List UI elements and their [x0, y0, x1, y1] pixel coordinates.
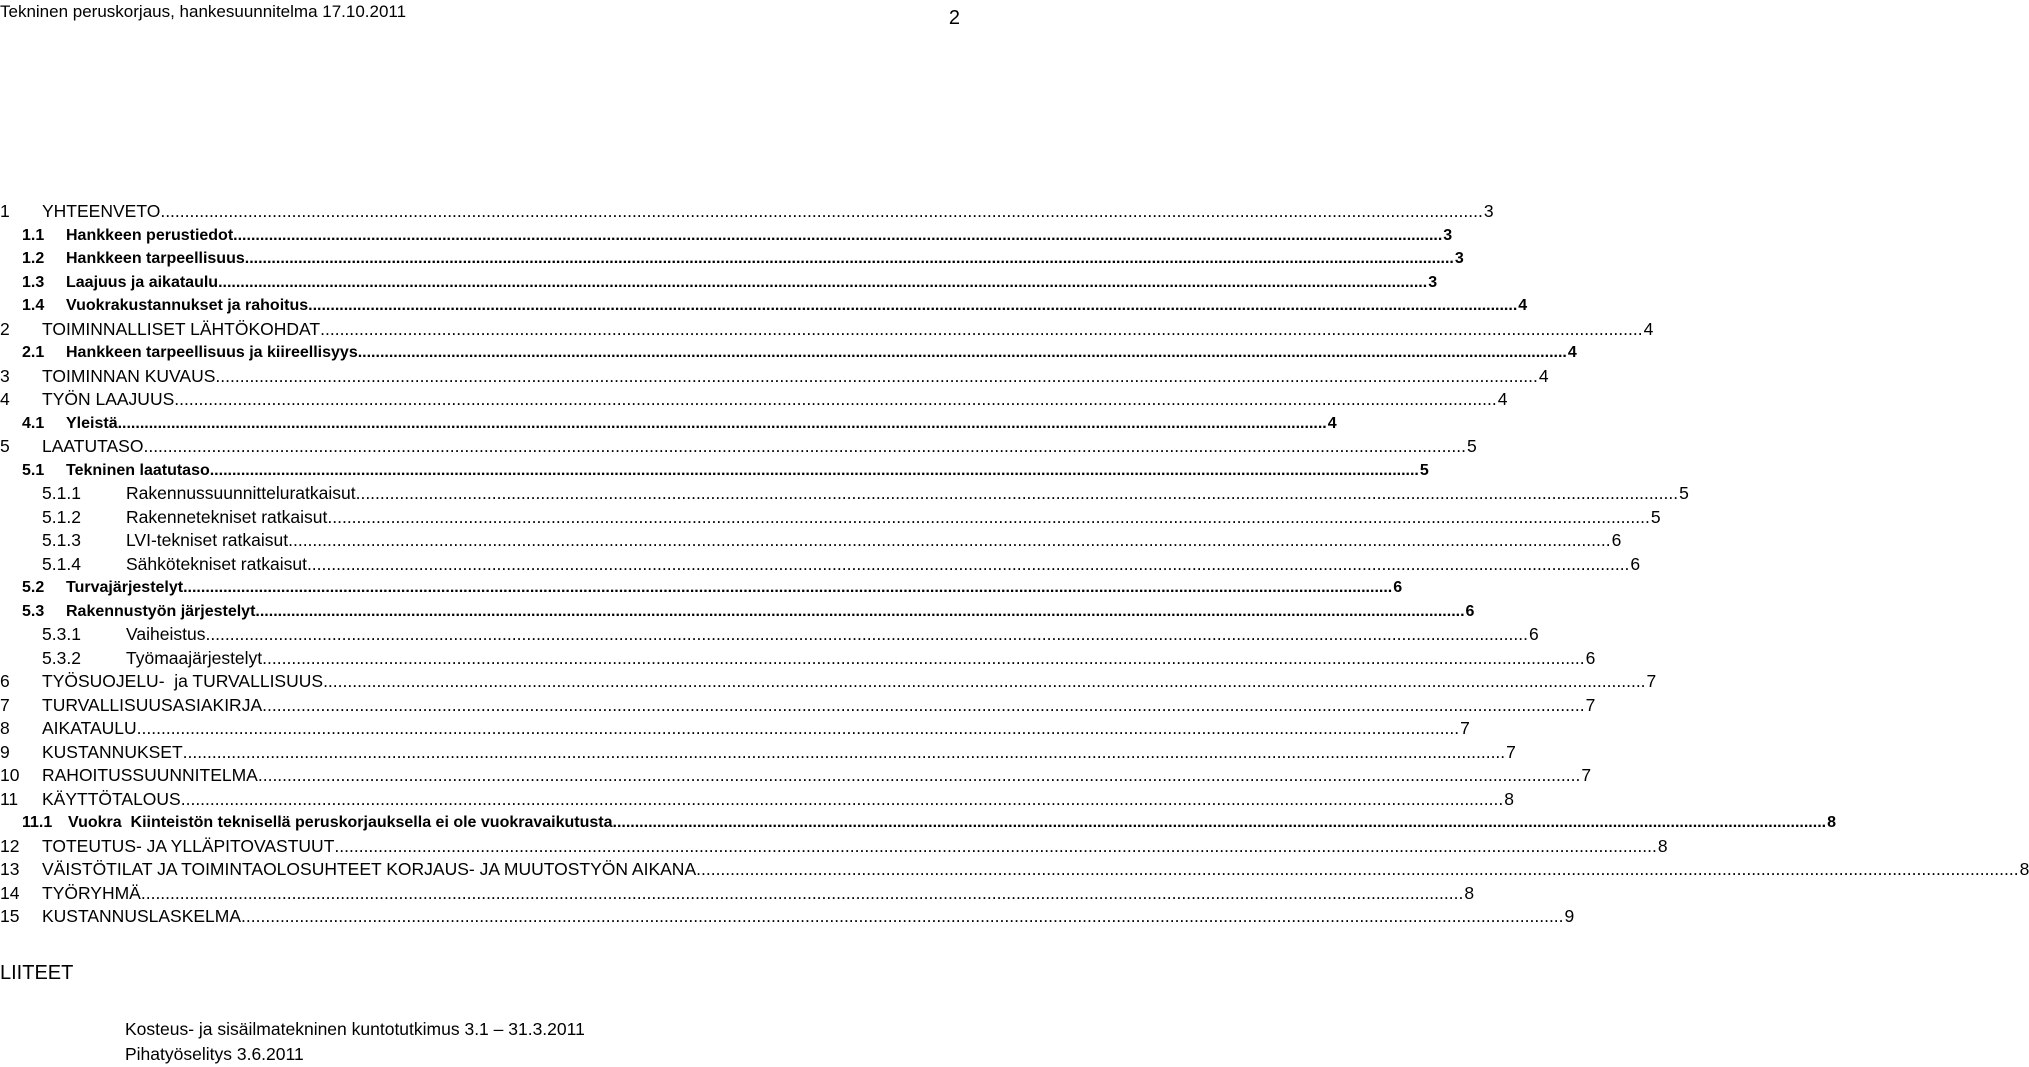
toc-entry[interactable]	[0, 717, 1470, 741]
appendices-heading: LIITEET	[0, 962, 74, 984]
toc-entry-leader-dots	[255, 600, 1464, 624]
toc-entry-leader-dots	[183, 576, 1392, 600]
toc-entry-leader-dots	[181, 788, 1503, 812]
toc-entry-page: 8	[1827, 814, 1836, 831]
toc-entry-number: 13	[0, 859, 20, 879]
toc-entry-label: TOIMINNAN KUVAUS	[42, 365, 216, 386]
toc-entry-leader-dots	[308, 294, 1517, 318]
toc-entry-page: 4	[1327, 414, 1337, 432]
toc-entry[interactable]	[0, 882, 1475, 906]
toc-entry[interactable]	[0, 905, 1575, 929]
toc-entry-label: Sähkötekniset ratkaisut	[126, 553, 307, 574]
toc-entry[interactable]	[0, 388, 1508, 412]
toc-entry-leader-dots	[334, 835, 1656, 859]
toc-entry-label: Vuokra Kiinteistön teknisellä peruskorjauksella ei ole vuokravaikutusta.	[68, 814, 617, 831]
toc-entry-page: 4	[1518, 297, 1528, 314]
toc-entry-leader-dots	[218, 271, 1427, 295]
toc-entry-leader-dots	[327, 506, 1649, 530]
toc-entry[interactable]	[0, 459, 1429, 483]
toc-entry[interactable]	[0, 482, 1689, 506]
toc-entry-number: 6	[0, 671, 10, 691]
page-number: 2	[948, 7, 960, 29]
toc-entry[interactable]	[0, 576, 1403, 600]
toc-entry-leader-dots	[233, 224, 1442, 248]
toc-entry-label: TYÖRYHMÄ	[42, 882, 141, 903]
table-of-contents	[0, 200, 2029, 929]
toc-entry-label: Vaiheistus	[126, 624, 206, 644]
toc-entry[interactable]	[0, 271, 1438, 295]
document-header-title: Tekninen peruskorjaus, hankesuunnitelma 17.10.2011	[0, 2, 407, 21]
toc-entry-page: 3	[1428, 273, 1438, 291]
toc-entry-leader-dots	[160, 200, 1482, 224]
toc-entry-leader-dots	[262, 647, 1584, 671]
toc-entry-number: 14	[0, 882, 20, 903]
toc-entry[interactable]	[0, 600, 1475, 624]
toc-entry[interactable]	[0, 623, 1539, 647]
toc-entry-number: 3	[0, 365, 10, 386]
toc-entry-label: Tekninen laatutaso	[66, 461, 210, 479]
toc-entry-number: 5.1.4	[42, 553, 81, 574]
toc-entry-label: Rakennussuunnitteluratkaisut	[126, 483, 356, 503]
toc-entry-leader-dots	[241, 905, 1563, 929]
toc-entry-page: 7	[1506, 741, 1516, 762]
toc-entry[interactable]	[0, 341, 1577, 365]
toc-entry[interactable]	[0, 224, 1453, 248]
toc-entry[interactable]	[0, 365, 1549, 389]
toc-entry-leader-dots	[288, 529, 1610, 553]
toc-entry-leader-dots	[174, 388, 1496, 412]
toc-entry-number: 12	[0, 835, 20, 856]
toc-entry-page: 7	[1585, 694, 1596, 715]
toc-entry-label: Rakennustyön järjestelyt	[66, 602, 256, 620]
toc-entry[interactable]	[0, 764, 1592, 788]
toc-entry-page: 6	[1630, 553, 1641, 574]
toc-entry[interactable]	[0, 435, 1477, 459]
toc-entry-number: 1.3	[22, 273, 45, 291]
toc-entry[interactable]	[0, 670, 1657, 694]
toc-entry-number: 11	[0, 788, 19, 809]
toc-entry-page: 5	[1679, 483, 1689, 503]
toc-entry-number: 4	[0, 389, 10, 409]
toc-entry-number: 5.3.1	[42, 624, 81, 644]
toc-entry-page: 6	[1465, 602, 1475, 620]
toc-entry-page: 8	[1464, 882, 1475, 903]
toc-entry-page: 4	[1567, 344, 1577, 361]
toc-entry-label: TYÖN LAAJUUS	[42, 389, 175, 409]
toc-entry-number: 5	[0, 436, 10, 456]
toc-entry-page: 5	[1650, 506, 1661, 527]
toc-entry-leader-dots	[215, 365, 1537, 389]
toc-entry-leader-dots	[137, 717, 1459, 741]
toc-entry-label: Hankkeen tarpeellisuus	[66, 250, 245, 267]
toc-entry-number: 5.1.2	[42, 506, 81, 527]
toc-entry-number: 5.3.2	[42, 647, 81, 668]
toc-entry-label: TOIMINNALLISET LÄHTÖKOHDAT	[42, 318, 321, 339]
toc-entry-leader-dots	[323, 670, 1645, 694]
toc-entry-page: 6	[1528, 624, 1539, 644]
toc-entry-label: AIKATAULU	[42, 718, 137, 738]
toc-entry-page: 4	[1538, 365, 1549, 386]
toc-entry-label: RAHOITUSSUUNNITELMA	[42, 765, 258, 785]
toc-entry[interactable]	[0, 553, 1641, 577]
toc-entry-number: 2.1	[22, 344, 45, 361]
toc-entry-label: Turvajärjestelyt	[66, 579, 184, 596]
toc-entry-leader-dots	[358, 341, 1567, 365]
toc-entry-leader-dots	[118, 412, 1327, 436]
toc-entry-page: 8	[1657, 835, 1668, 856]
toc-entry-leader-dots	[617, 811, 1826, 835]
toc-entry-number: 2	[0, 318, 10, 339]
toc-entry-number: 1	[0, 201, 10, 221]
toc-entry-number: 9	[0, 741, 10, 762]
toc-entry-number: 1.1	[22, 226, 45, 244]
toc-entry[interactable]	[0, 318, 1654, 342]
toc-entry[interactable]	[0, 811, 1836, 835]
toc-entry[interactable]	[0, 788, 1514, 812]
toc-entry-page: 3	[1443, 226, 1453, 244]
toc-entry-label: KUSTANNUSLASKELMA	[42, 906, 242, 926]
toc-entry[interactable]	[0, 412, 1337, 436]
toc-entry-number: 8	[0, 718, 10, 738]
toc-entry-leader-dots	[141, 882, 1463, 906]
toc-entry-number: 5.2	[22, 579, 45, 596]
toc-entry-leader-dots	[183, 741, 1505, 765]
appendix-item: Pihatyöselitys 3.6.2011	[125, 1044, 304, 1064]
toc-entry-number: 7	[0, 694, 10, 715]
toc-entry-number: 1.4	[22, 297, 45, 314]
toc-entry-page: 9	[1564, 906, 1575, 926]
toc-entry-label: Hankkeen perustiedot	[66, 226, 234, 244]
toc-entry[interactable]	[0, 247, 1464, 271]
toc-entry-leader-dots	[356, 482, 1678, 506]
toc-entry-number: 5.1.3	[42, 530, 81, 550]
toc-entry-label: TOTEUTUS- JA YLLÄPITOVASTUUT	[42, 835, 335, 856]
toc-entry-leader-dots	[696, 858, 2018, 882]
toc-entry-label: TYÖSUOJELU- ja TURVALLISUUS	[42, 671, 324, 691]
toc-entry-label: LAATUTASO	[42, 436, 144, 456]
toc-entry-label: Laajuus ja aikataulu	[66, 273, 219, 291]
toc-entry-page: 7	[1581, 765, 1592, 785]
toc-entry[interactable]	[0, 647, 1596, 671]
toc-entry-leader-dots	[210, 459, 1419, 483]
toc-entry-label: VÄISTÖTILAT JA TOIMINTAOLOSUHTEET KORJAUS- JA MUUTOSTYÖN AIKANA	[42, 859, 697, 879]
toc-entry-page: 5	[1419, 461, 1429, 479]
toc-entry-label: TURVALLISUUSASIAKIRJA	[42, 694, 263, 715]
toc-entry-label: Rakennetekniset ratkaisut	[126, 506, 328, 527]
toc-entry[interactable]	[0, 694, 1596, 718]
toc-entry-leader-dots	[258, 764, 1580, 788]
toc-entry-page: 5	[1466, 436, 1477, 456]
toc-entry-leader-dots	[320, 318, 1642, 342]
toc-entry-page: 4	[1643, 318, 1654, 339]
toc-entry-number: 10	[0, 765, 20, 785]
toc-entry-label: YHTEENVETO	[42, 201, 161, 221]
toc-entry[interactable]	[0, 529, 1622, 553]
toc-entry[interactable]	[0, 741, 1516, 765]
toc-entry-number: 1.2	[22, 250, 45, 267]
toc-entry-label: KUSTANNUKSET	[42, 741, 183, 762]
toc-entry-number: 15	[0, 906, 20, 926]
toc-entry-number: 5.3	[22, 602, 45, 620]
toc-entry[interactable]	[0, 835, 1668, 859]
toc-entry-label: KÄYTTÖTALOUS	[42, 788, 181, 809]
toc-entry-page: 7	[1646, 671, 1657, 691]
toc-entry[interactable]	[0, 506, 1661, 530]
toc-entry-page: 8	[2019, 859, 2029, 879]
toc-entry-number: 5.1	[22, 461, 45, 479]
toc-entry-label: Yleistä	[66, 414, 118, 432]
toc-entry-label: LVI-tekniset ratkaisut	[126, 530, 289, 550]
toc-entry-page: 3	[1483, 201, 1494, 221]
toc-entry-label: Vuokrakustannukset ja rahoitus	[66, 297, 309, 314]
toc-entry[interactable]	[0, 200, 1494, 224]
toc-entry-leader-dots	[262, 694, 1584, 718]
toc-entry[interactable]	[0, 294, 1528, 318]
appendix-item: Kosteus- ja sisäilmatekninen kuntotutkimus 3.1 – 31.3.2011	[125, 1019, 585, 1039]
toc-entry-leader-dots	[307, 553, 1629, 577]
toc-entry-label: Työmaajärjestelyt	[126, 647, 263, 668]
toc-entry-number: 11.1	[22, 814, 53, 831]
toc-entry-page: 7	[1460, 718, 1470, 738]
toc-entry[interactable]	[0, 858, 2029, 882]
toc-entry-page: 3	[1454, 250, 1464, 267]
toc-entry-label: Hankkeen tarpeellisuus ja kiireellisyys	[66, 344, 358, 361]
toc-entry-number: 5.1.1	[42, 483, 81, 503]
toc-entry-leader-dots	[205, 623, 1527, 647]
toc-entry-page: 6	[1585, 647, 1596, 668]
toc-entry-page: 6	[1611, 530, 1622, 550]
toc-entry-page: 8	[1504, 788, 1514, 809]
toc-entry-number: 4.1	[22, 414, 45, 432]
toc-entry-leader-dots	[245, 247, 1454, 271]
appendices-list	[125, 1017, 585, 1067]
toc-entry-page: 6	[1393, 579, 1403, 596]
toc-entry-page: 4	[1497, 389, 1508, 409]
toc-entry-leader-dots	[143, 435, 1465, 459]
